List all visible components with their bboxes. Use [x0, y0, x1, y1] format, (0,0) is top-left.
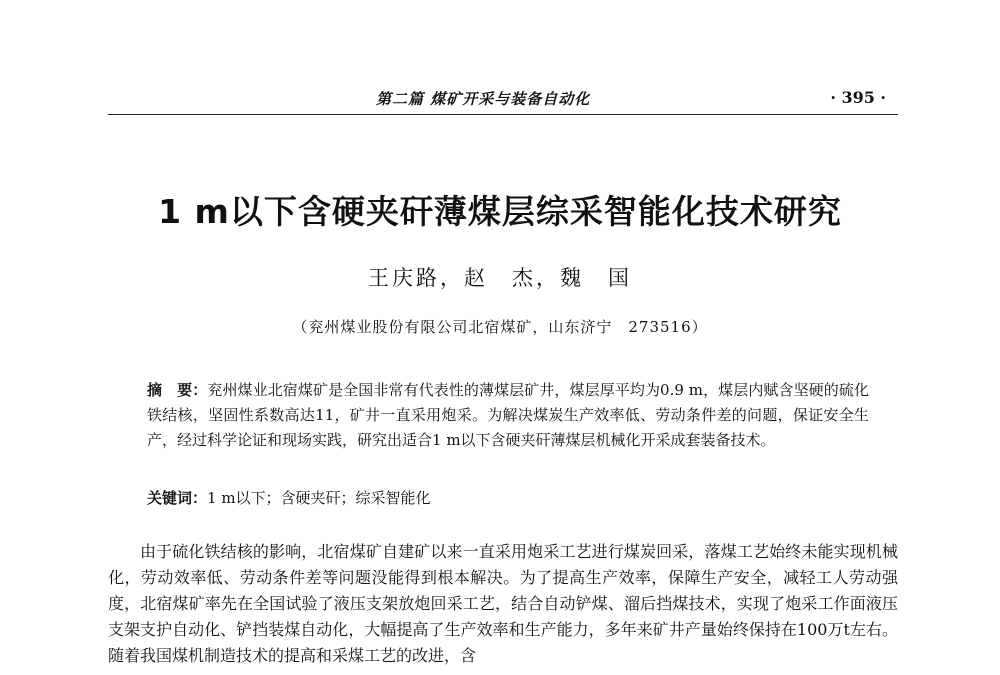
header-section-title: 第二篇 煤矿开采与装备自动化 [376, 90, 591, 108]
abstract [147, 378, 869, 453]
page-number: · 395 · [830, 88, 886, 107]
body-paragraph: 由于硫化铁结核的影响，北宿煤矿自建矿以来一直采用炮采工艺进行煤炭回采，落煤工艺始终未能实现机械化，劳动效率低、劳动条件差等问题没能得到根本解决。为了提高生产效率，保障生产安全，减轻工人劳动强度，北宿煤矿率先在全国试验了液压支架放炮回采工艺，结合自动铲煤、溜后挡煤技术，实现了炮采工作面液压支架支护自动化、铲挡装煤自动化，大幅提高了生产效率和生产能力，多年来矿井产量始终保持在100万t左右。随着我国煤机制造技术的提高和采煤工艺的改进，含 [108, 542, 898, 665]
keywords [147, 487, 869, 509]
author-list: 王庆路，赵 杰，魏 国 [368, 266, 632, 290]
author-affiliation: （兖州煤业股份有限公司北宿煤矿，山东济宁 273516） [292, 318, 708, 336]
keywords-label: 关键词： [147, 489, 208, 507]
paper-title: 1 m以下含硬夹矸薄煤层综采智能化技术研究 [158, 192, 842, 231]
running-header [108, 86, 898, 115]
abstract-label: 摘 要： [147, 381, 208, 399]
abstract-text: 兖州煤业北宿煤矿是全国非常有代表性的薄煤层矿井，煤层厚平均为0.9 m，煤层内赋含坚硬的硫化铁结核，坚固性系数高达11，矿井一直采用炮采。为解决煤炭生产效率低、劳动条件差的问题，保证安全生产，经过科学论证和现场实践，研究出适合1 m以下含硬夹矸薄煤层机械化开采成套装备技术。 [147, 381, 869, 449]
keywords-text: 1 m以下；含硬夹矸；综采智能化 [207, 489, 431, 507]
